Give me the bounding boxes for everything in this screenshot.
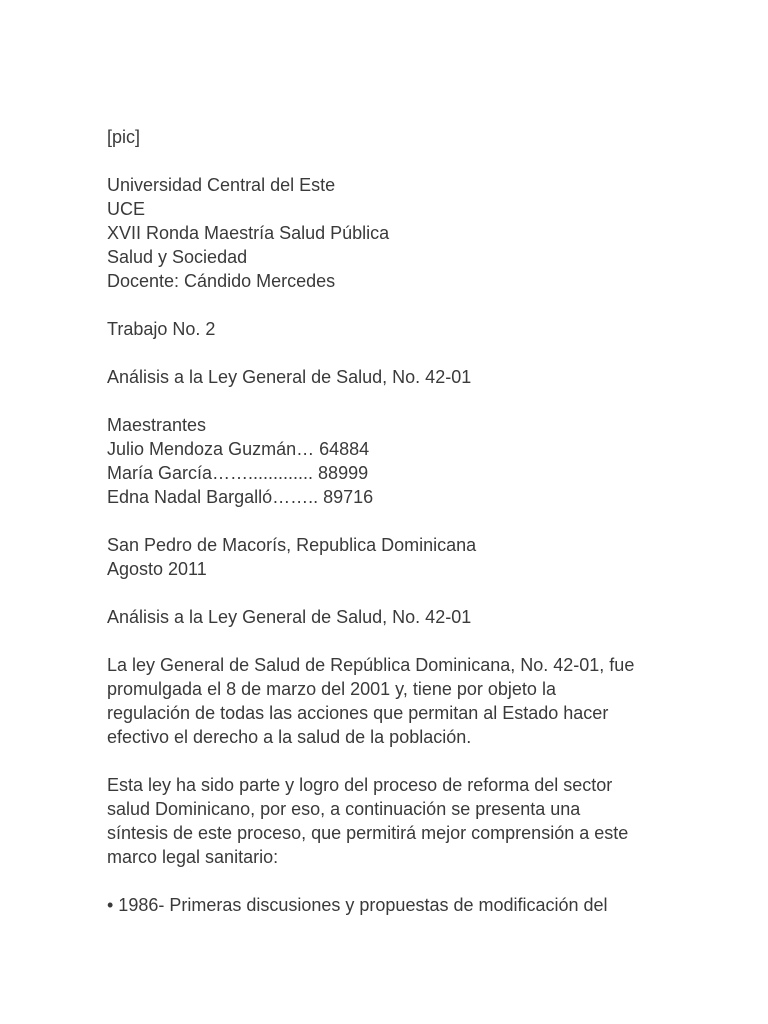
university-name: Universidad Central del Este [107,175,336,195]
teacher-name: Docente: Cándido Mercedes [107,271,336,291]
paragraph-line: promulgada el 8 de marzo del 2001 y, tiene por objeto la [107,679,556,699]
students-heading: Maestrantes [107,415,207,435]
course-name: Salud y Sociedad [107,247,248,267]
date: Agosto 2011 [107,559,207,579]
paragraph-line: salud Dominicano, por eso, a continuación se presenta una [107,799,581,819]
student-entry: María García……............. 88999 [107,463,369,483]
program-name: XVII Ronda Maestría Salud Pública [107,223,390,243]
student-entry: Edna Nadal Bargalló…….. 89716 [107,487,374,507]
paragraph-line: Esta ley ha sido parte y logro del proceso de reforma del sector [107,775,613,795]
paragraph-intro [107,653,707,749]
image-placeholder: [pic] [107,127,141,147]
paragraph-line: síntesis de este proceso, que permitirá mejor comprensión a este [107,823,629,843]
document-title: Análisis a la Ley General de Salud, No. 42-01 [107,367,472,387]
university-acronym: UCE [107,199,146,219]
student-entry: Julio Mendoza Guzmán… 64884 [107,439,370,459]
body-title: Análisis a la Ley General de Salud, No. 42-01 [107,607,472,627]
paragraph-line: efectivo el derecho a la salud de la población. [107,727,472,747]
paragraph-line: regulación de todas las acciones que permitan al Estado hacer [107,703,609,723]
paragraph-line: marco legal sanitario: [107,847,279,867]
location: San Pedro de Macorís, Republica Dominicana [107,535,477,555]
document-page [107,125,707,917]
bullet-item: • 1986- Primeras discusiones y propuestas de modificación del [107,895,608,915]
paragraph-reform [107,773,707,869]
assignment-number: Trabajo No. 2 [107,319,216,339]
paragraph-line: La ley General de Salud de República Dominicana, No. 42-01, fue [107,655,635,675]
